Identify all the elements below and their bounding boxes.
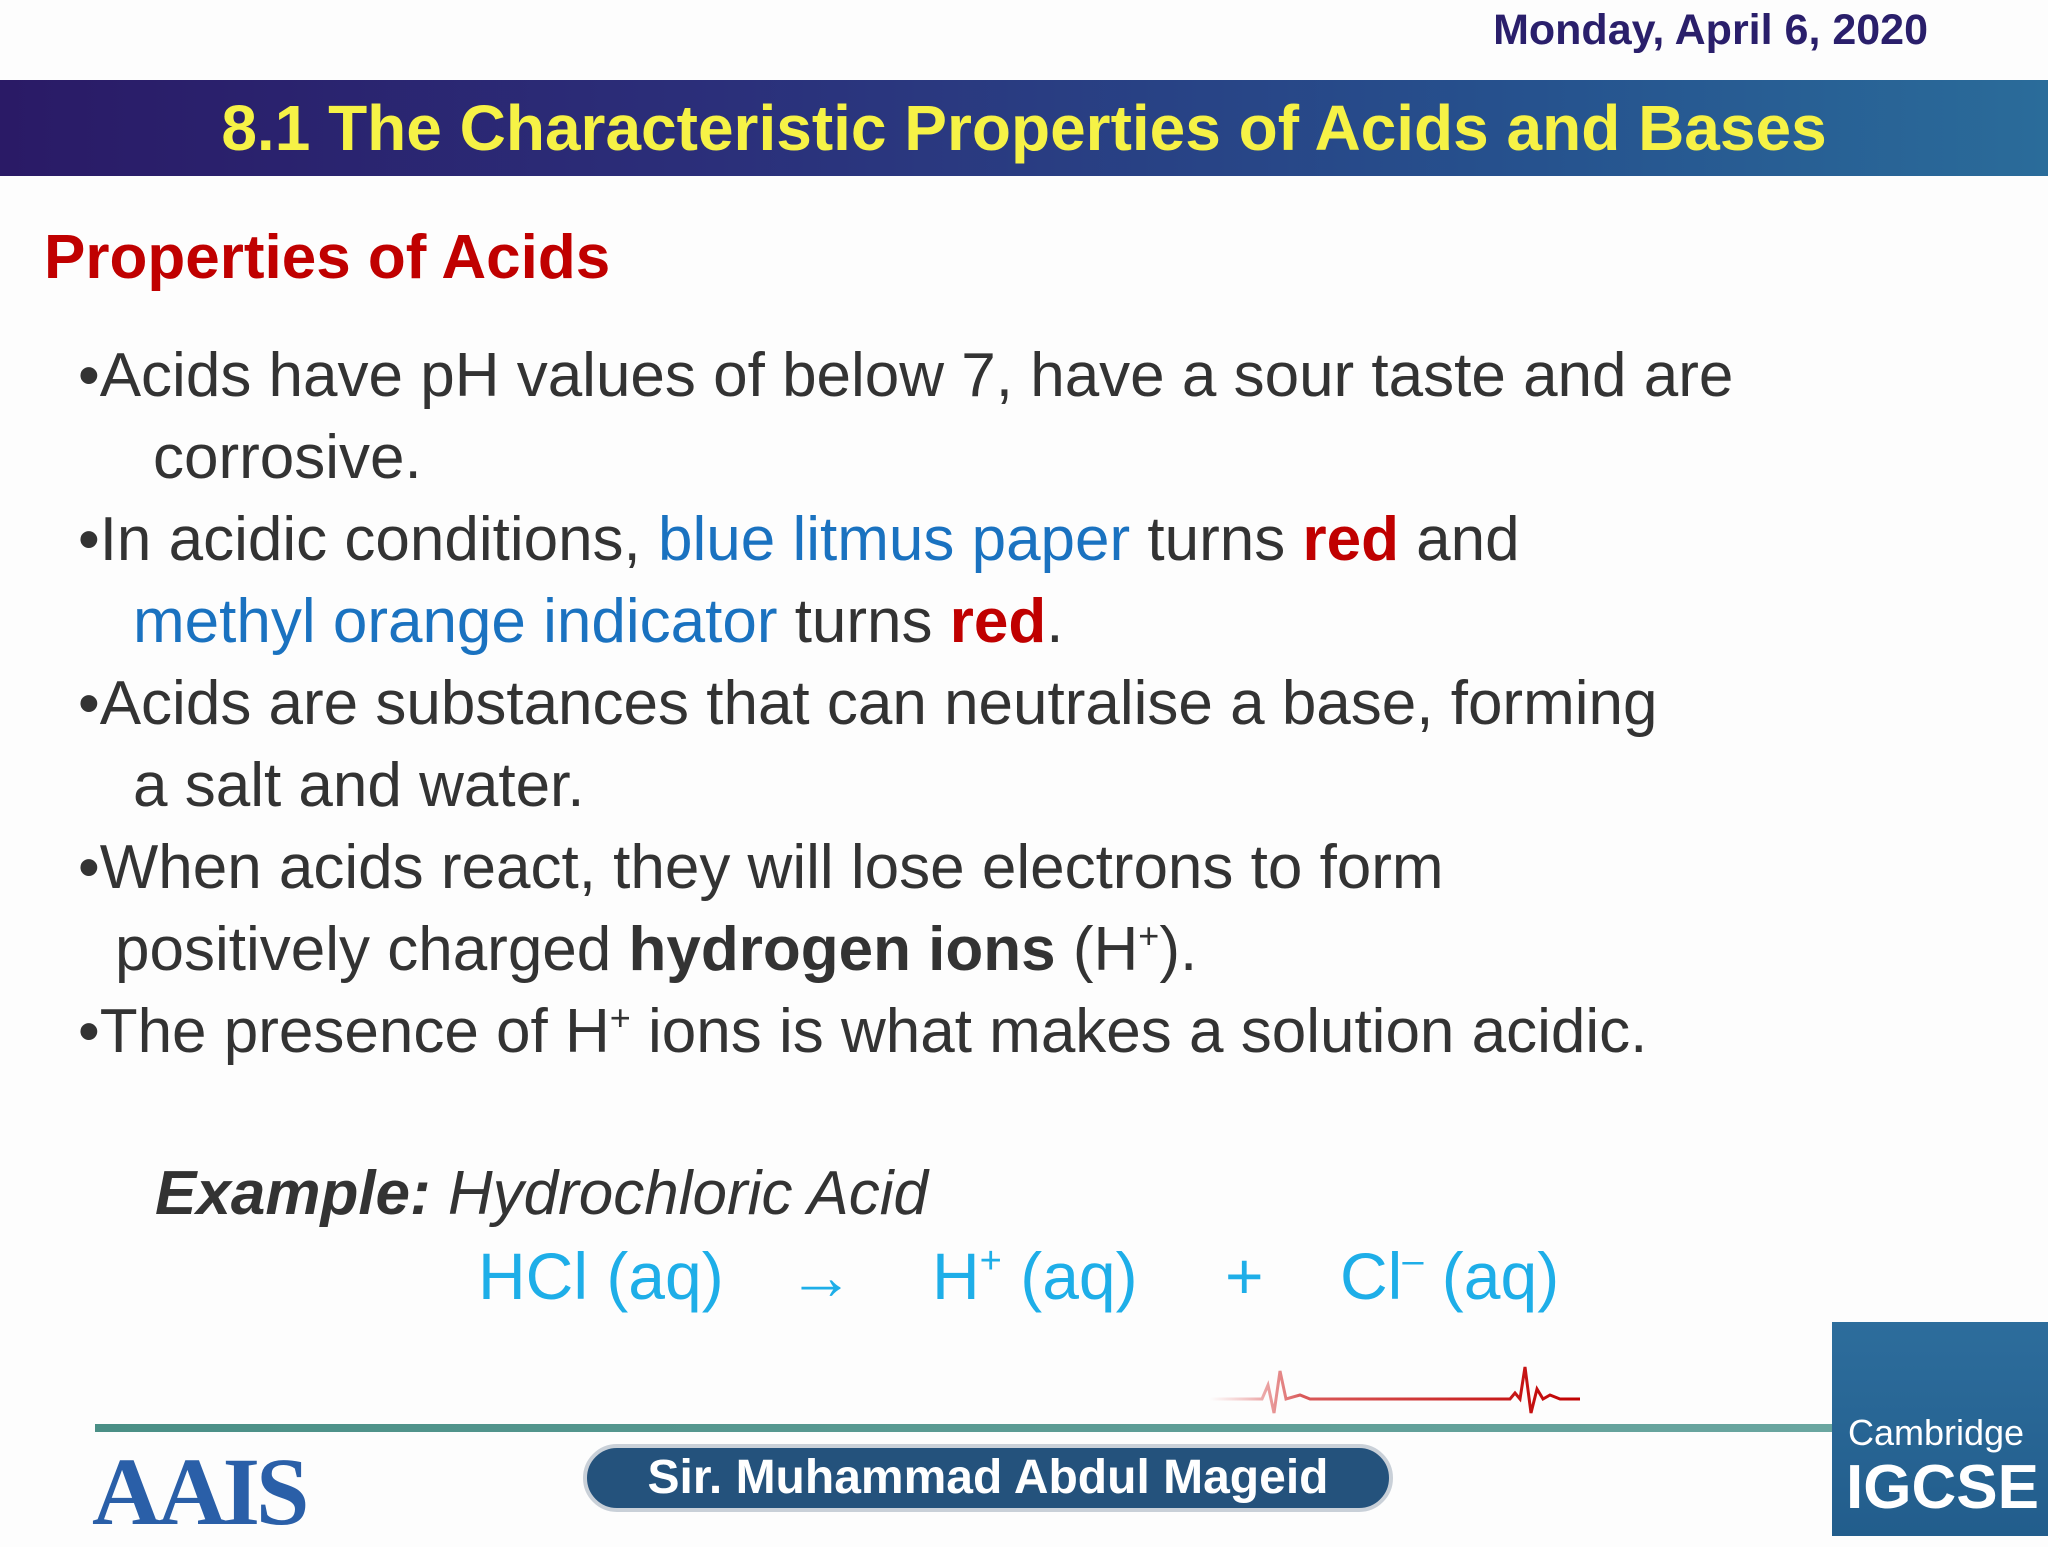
aais-logo: AAIS	[92, 1438, 306, 1545]
red-term: red	[1302, 505, 1399, 574]
bullet-2-text: •In acidic conditions,	[78, 505, 659, 574]
superscript-plus: +	[609, 997, 631, 1038]
badge-igcse-text: IGCSE	[1846, 1453, 2039, 1522]
bullet-2-text: .	[1046, 587, 1064, 656]
bullet-5-line-1	[78, 991, 1978, 1073]
hydrogen-ions-term: hydrogen ions	[628, 915, 1056, 984]
bullet-5-text: •The presence of H	[78, 997, 610, 1066]
bullet-2-text: turns	[777, 587, 950, 656]
badge-cambridge-text: Cambridge	[1848, 1412, 2025, 1453]
bullet-4-text: positively charged	[115, 915, 629, 984]
example-text: Hydrochloric Acid	[430, 1159, 928, 1228]
example-label: Example:	[155, 1159, 431, 1228]
equation-plus: +	[1225, 1239, 1264, 1313]
red-term: red	[949, 587, 1047, 656]
example-line	[155, 1158, 928, 1229]
bullet-1-line-2: corrosive.	[153, 423, 422, 492]
h-symbol: H	[932, 1239, 980, 1313]
bullet-2-line-1	[78, 499, 1978, 581]
bullet-3-line-1: •Acids are substances that can neutralise a base, forming	[78, 669, 1658, 738]
bullet-2-text: turns	[1130, 505, 1303, 574]
cl-symbol: Cl	[1340, 1239, 1403, 1313]
equation-arrow: →	[788, 1239, 854, 1313]
bullet-4-line-1: •When acids react, they will lose electrons to form	[78, 833, 1444, 902]
footer-divider	[95, 1424, 1835, 1432]
bullet-1-line-1: •Acids have pH values of below 7, have a sour taste and are	[78, 341, 1734, 410]
cl-state: (aq)	[1423, 1239, 1560, 1313]
equation-reactant: HCl (aq)	[478, 1239, 724, 1313]
bullet-3-line-2: a salt and water.	[133, 751, 585, 820]
bullet-2-line-2	[78, 581, 1978, 663]
slide-date: Monday, April 6, 2020	[1493, 6, 1928, 54]
bullet-5-text: ions is what makes a solution acidic.	[630, 997, 1648, 1066]
heartbeat-line-icon	[1210, 1355, 1590, 1415]
blue-litmus-term: blue litmus paper	[658, 505, 1131, 574]
superscript-plus: +	[1138, 915, 1160, 956]
equation-product-1	[932, 1238, 1138, 1314]
bullet-list	[78, 335, 1978, 1073]
cl-charge: –	[1402, 1240, 1424, 1282]
h-charge: +	[979, 1240, 1002, 1282]
slide-title: 8.1 The Characteristic Properties of Acids and Bases	[221, 92, 1827, 164]
methyl-orange-term: methyl orange indicator	[133, 587, 778, 656]
h-state: (aq)	[1001, 1239, 1138, 1313]
bullet-4-text: (H	[1055, 915, 1139, 984]
equation-product-2	[1340, 1238, 1559, 1314]
bullet-4-line-2	[78, 909, 1978, 991]
section-heading: Properties of Acids	[44, 223, 611, 292]
bullet-2-text: and	[1398, 505, 1520, 574]
bullet-4-text: ).	[1159, 915, 1198, 984]
teacher-name: Sir. Muhammad Abdul Mageid	[647, 1451, 1329, 1504]
